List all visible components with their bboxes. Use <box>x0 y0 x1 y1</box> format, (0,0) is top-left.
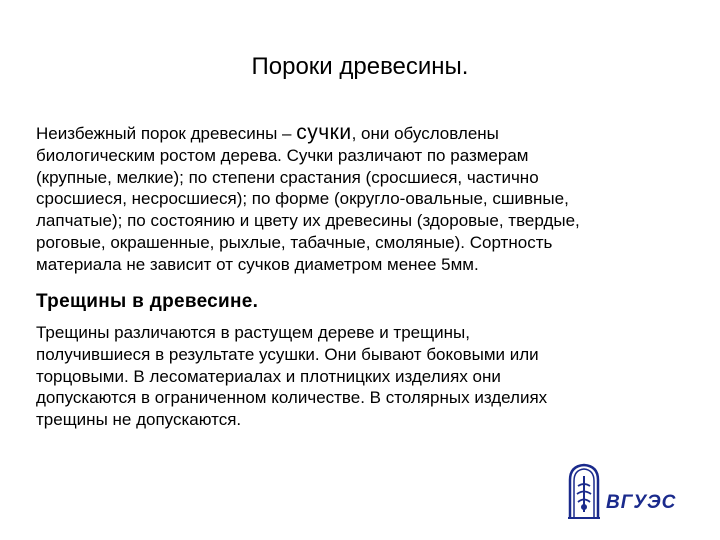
university-logo <box>566 462 686 522</box>
paragraph-line: получившиеся в результате усушки. Они бывают боковыми или <box>36 344 539 364</box>
cracks-heading: Трещины в древесине. <box>36 291 259 312</box>
cracks-paragraph <box>36 322 686 431</box>
knots-paragraph <box>36 122 686 276</box>
paragraph-line: трещины не допускаются. <box>36 410 242 430</box>
logo-text: ВГУЭС <box>606 492 677 513</box>
paragraph-line: биологическим ростом дерева. Сучки различают по размерам <box>36 145 529 165</box>
slide-title: Пороки древесины. <box>251 53 469 80</box>
paragraph-line: роговые, окрашенные, рыхлые, табачные, смоляные). Сортность <box>36 232 553 252</box>
text-segment: , они обусловлены <box>351 124 499 143</box>
paragraph-line: материала не зависит от сучков диаметром менее 5мм. <box>36 254 479 274</box>
paragraph-line: допускаются в ограниченном количестве. В столярных изделиях <box>36 388 548 408</box>
paragraph-line: (крупные, мелкие); по степени срастания (сросшиеся, частично <box>36 167 539 187</box>
paragraph-line <box>36 122 686 145</box>
paragraph-line: торцовыми. В лесоматериалах и плотницких изделиях они <box>36 366 501 386</box>
keyword-knots: сучки <box>296 121 352 144</box>
paragraph-line: сросшиеся, несросшиеся); по форме (округло-овальные, сшивные, <box>36 189 569 209</box>
text-segment: Неизбежный порок древесины – <box>36 124 297 143</box>
logo-emblem-icon <box>566 462 602 520</box>
paragraph-line: Трещины различаются в растущем дереве и трещины, <box>36 323 470 342</box>
paragraph-line: лапчатые); по состоянию и цвету их древесины (здоровые, твердые, <box>36 211 580 231</box>
